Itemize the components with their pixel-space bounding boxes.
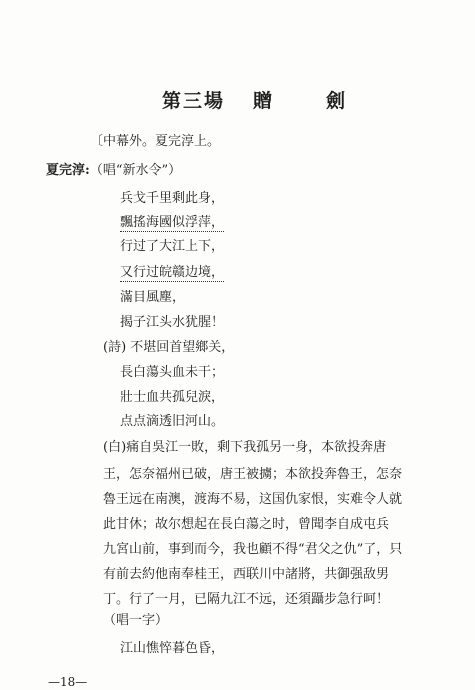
speaker-line	[46, 162, 181, 179]
prose-line: 此甘休；故尔想起在長白蕩之时，曾聞李自成屯兵	[103, 517, 390, 532]
sing-instruction: （唱“新水令”）	[89, 163, 182, 178]
verse-line: 江山憔悴暮色昏，	[120, 641, 225, 656]
poem-line-first	[103, 339, 234, 356]
prose-line: 有前去約他南奉桂王，西联川中諸將，共御强敌男	[103, 567, 390, 582]
prose-line: 魯王远在南澳，渡海不易，这国仇家恨，实难令人就	[103, 492, 403, 507]
verse-line: 滿目風塵，	[120, 290, 186, 305]
verse-line: 又行过皖赣边境，	[120, 265, 225, 280]
verse-line: 飄搖海國似浮萍，	[120, 215, 225, 230]
poem-line: 壯士血共孤兒淚，	[120, 390, 225, 405]
poem-line: 不堪回首望鄉关，	[130, 340, 235, 355]
prose-line-first	[103, 439, 386, 456]
scene-title-word-1: 贈	[253, 90, 275, 112]
verse-line: 揭子江头水犹腥！	[120, 315, 225, 330]
scene-number: 第三場	[162, 90, 226, 112]
scene-title	[162, 86, 347, 113]
prose-marker: (白)	[103, 440, 127, 455]
stage-direction: 〔中幕外。夏完淳上。	[90, 134, 221, 149]
speaker-name: 夏完淳:	[46, 163, 90, 178]
verse-line: 兵戈千里剩此身，	[120, 191, 225, 206]
prose-line: 九宮山前，事到而今，我也顧不得“君父之仇”了，只	[103, 542, 403, 557]
sing-instruction-2: （唱一字）	[103, 613, 169, 628]
scene-title-word-2: 劍	[326, 90, 348, 112]
prose-line: 痛自吳江一敗，剩下我孤另一身，本欲投奔唐	[126, 440, 387, 455]
prose-line: 王，怎奈福州已破，唐王被擄；本欲投奔魯王，怎奈	[103, 467, 403, 482]
page-number: —18—	[48, 675, 88, 689]
poem-line: 点点滴透旧河山。	[120, 414, 225, 429]
verse-line: 行过了大江上下，	[120, 239, 225, 254]
poem-line: 長白蕩头血未干；	[120, 365, 225, 380]
prose-line: 丁。行了一月，已隔九江不远，还須躡步急行呵！	[103, 592, 390, 607]
poem-marker: (詩)	[103, 340, 127, 355]
